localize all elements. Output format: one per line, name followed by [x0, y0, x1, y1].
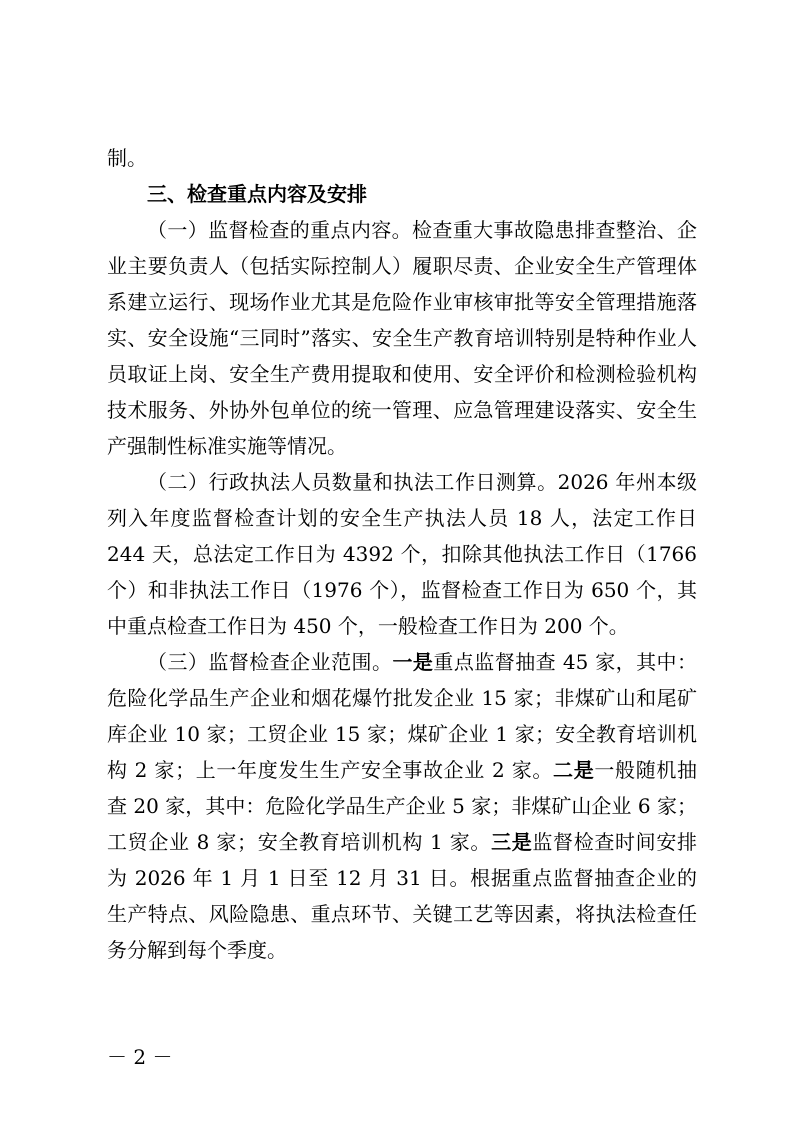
section-heading: 三、检查重点内容及安排	[147, 182, 367, 206]
paragraph-sub3	[107, 644, 697, 968]
sub3-part1-label: 一是	[392, 650, 434, 674]
sub3-part1-text: 重点监督抽查 45 家，其中：危险化学品生产企业和烟花爆竹批发企业 15 家；非煤矿山和尾矿库企业 10 家；工贸企业 15 家；煤矿企业 1 家；安全教育培训机构 2 家；上一年度发生生产安全事故企业 2 家。	[107, 650, 698, 782]
sub2-heading: （二）行政执法人员数量和执法工作日测算。	[147, 470, 558, 494]
page-number: － 2 －	[107, 1045, 173, 1069]
sub3-part3-text: 监督检查时间安排为 2026 年 1 月 1 日至 12 月 31 日。根据重点监督抽查企业的生产特点、风险隐患、重点环节、关键工艺等因素，将执法检查任务分解到每个季度。	[107, 830, 698, 962]
paragraph-sub1	[107, 212, 697, 464]
sub1-body: 检查重大事故隐患排查整治、企业主要负责人（包括实际控制人）履职尽责、企业安全生产管理体系建立运行、现场作业尤其是危险作业审核审批等安全管理措施落实、安全设施“三同时”落实、安全生产教育培训特别是特种作业人员取证上岗、安全生产费用提取和使用、安全评价和检测检验机构技术服务、外协外包单位的统一管理、应急管理建设落实、安全生产强制性标准实施等情况。	[107, 218, 697, 458]
continuation-text: 制。	[107, 146, 147, 170]
sub3-part2-label: 二是	[553, 758, 595, 782]
sub3-heading: （三）监督检查企业范围。	[147, 650, 393, 674]
document-body	[107, 140, 697, 968]
paragraph-sub2	[107, 464, 697, 644]
sub2-body: 2026 年州本级列入年度监督检查计划的安全生产执法人员 18 人，法定工作日 244 天，总法定工作日为 4392 个，扣除其他执法工作日（1766 个）和非执法工作日（1976 个），监督检查工作日为 650 个，其中重点检查工作日为 450 个，一般检查工作日为 200 个。	[107, 470, 698, 638]
sub1-heading: （一）监督检查的重点内容。	[147, 218, 412, 242]
sub3-part2-text: 一般随机抽查 20 家，其中：危险化学品生产企业 5 家；非煤矿山企业 6 家；工贸企业 8 家；安全教育培训机构 1 家。	[107, 758, 698, 854]
sub3-part3-label: 三是	[491, 830, 533, 854]
